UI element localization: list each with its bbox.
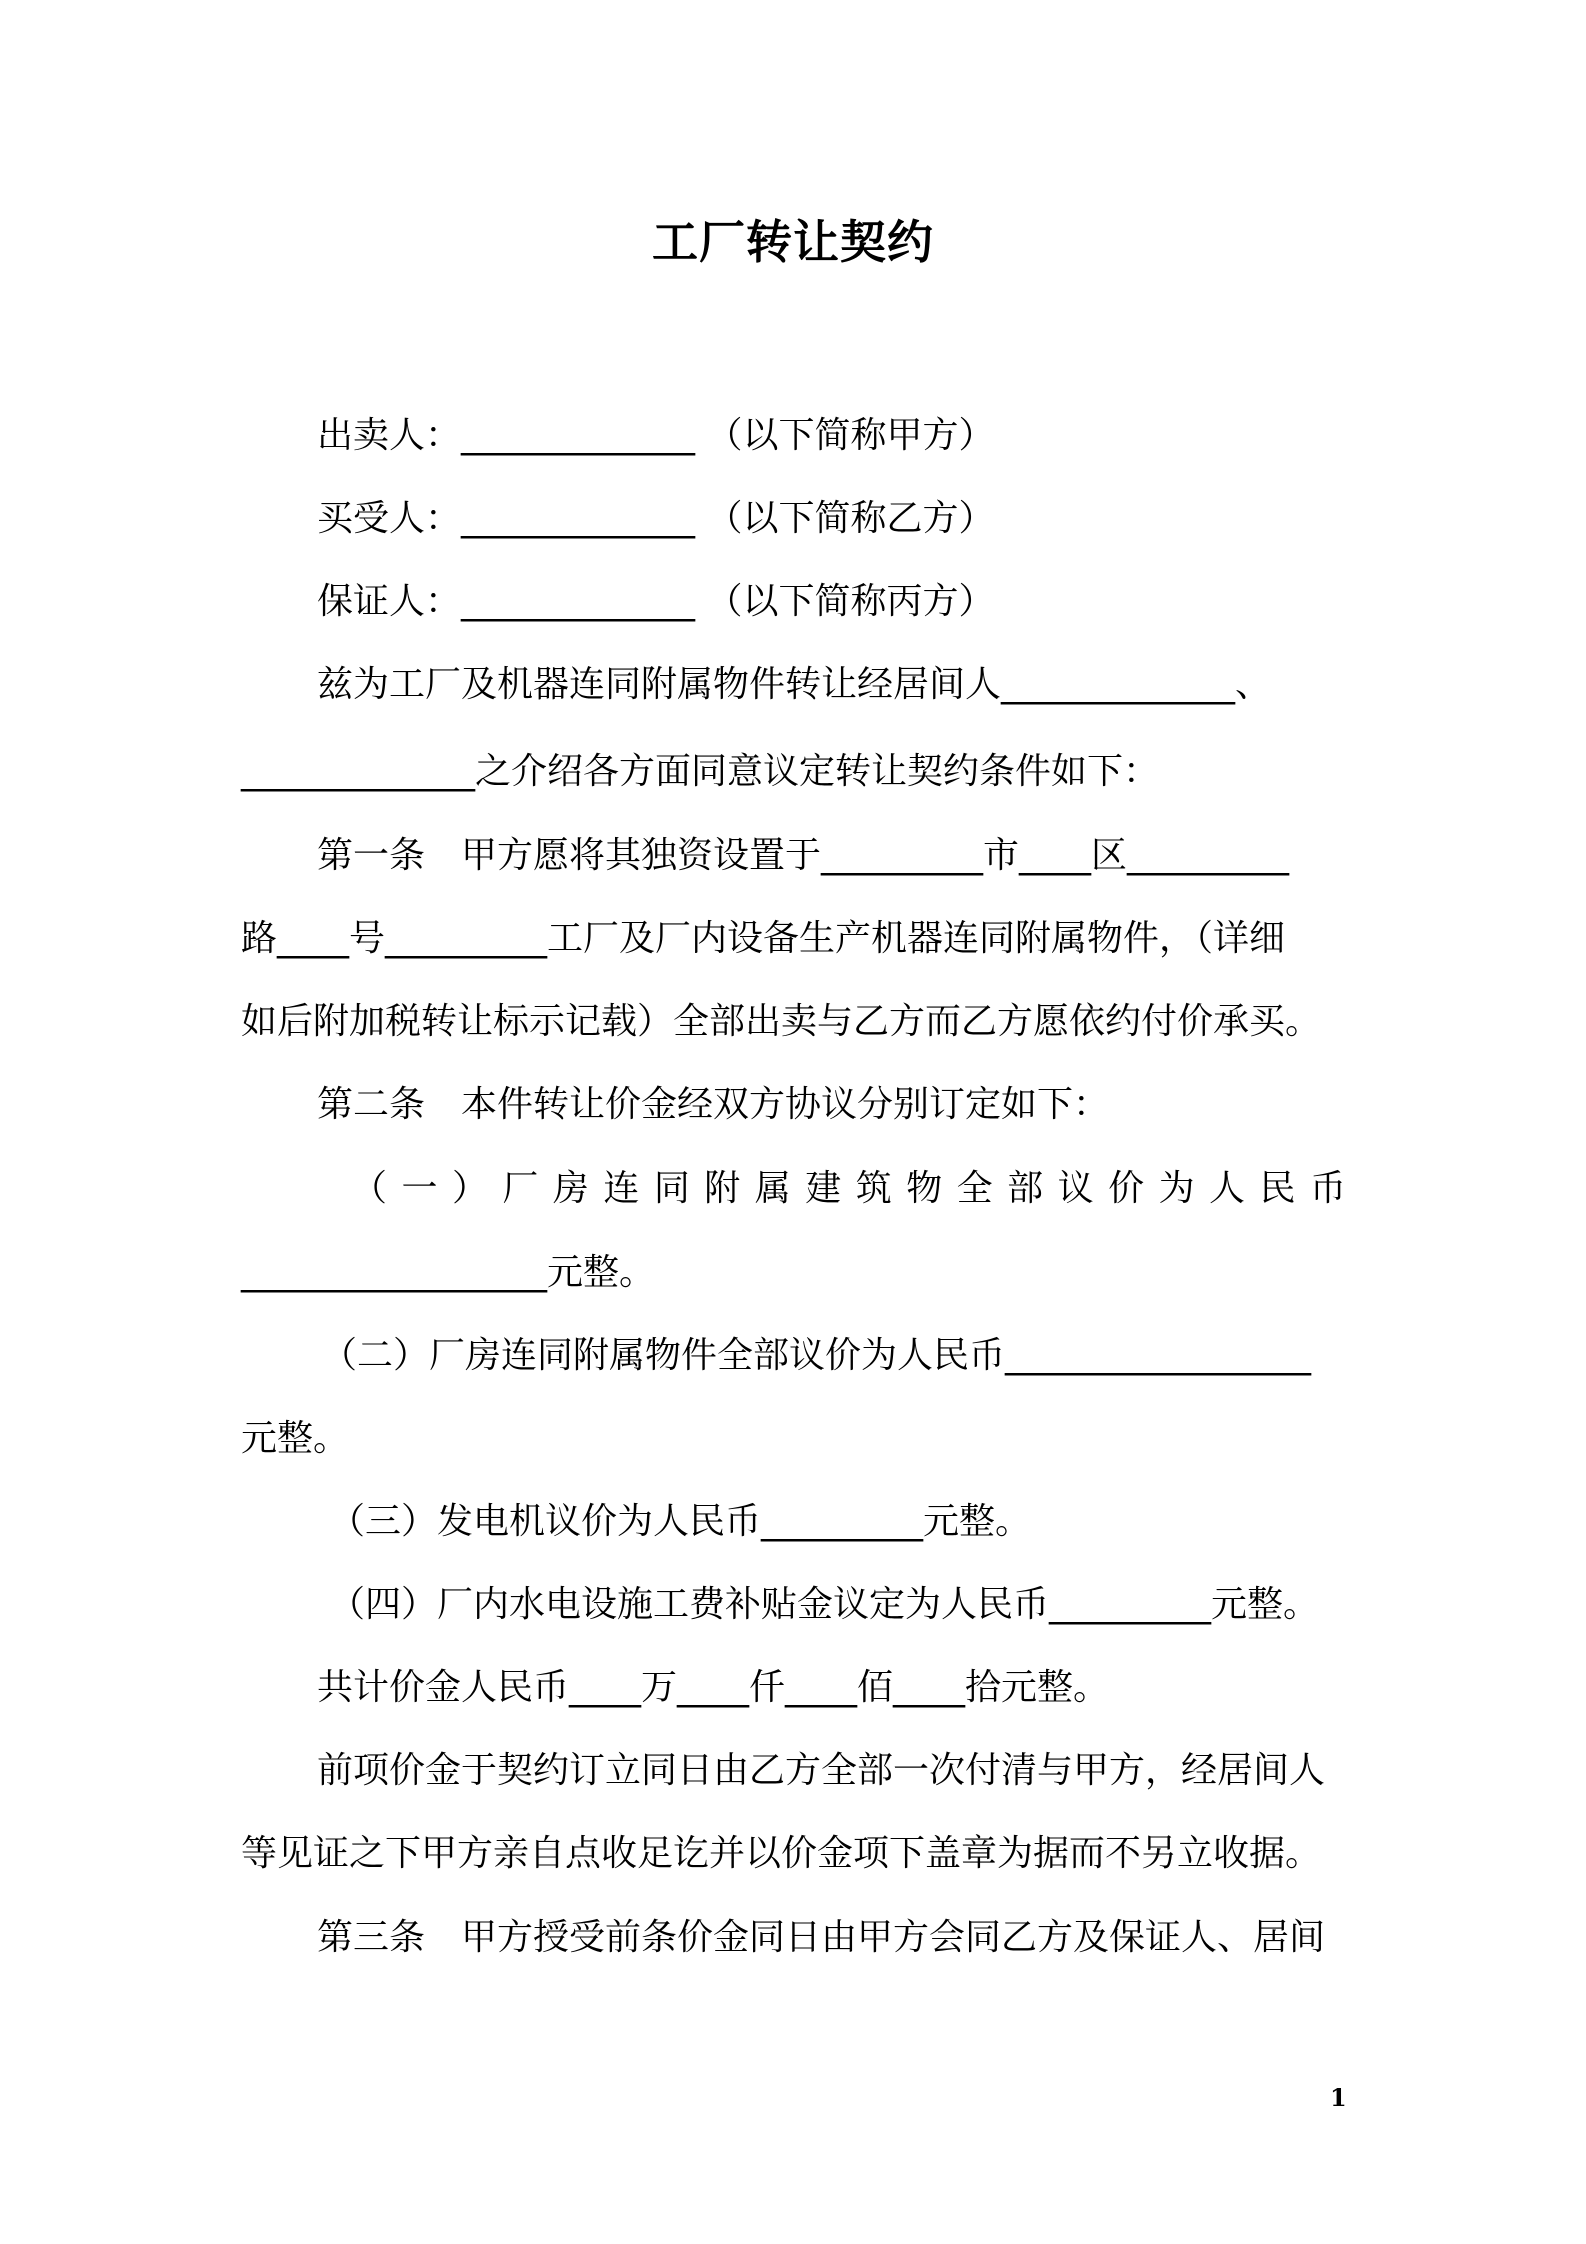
article-2-item-1-line-2: _________________元整。 (241, 1252, 656, 1293)
article-1-line-1: 第一条 甲方愿将其独资设置于_________市____区_________ (317, 835, 1290, 876)
article-2-item-2-line-1: （二）厂房连同附属物件全部议价为人民币_________________ (321, 1335, 1312, 1376)
article-2-item-1-line-1: （一）厂房连同附属建筑物全部议价为人民币 (351, 1168, 1346, 1209)
article-1-line-2: 路____号_________工厂及厂内设备生产机器连同附属物件，（详细 (241, 918, 1286, 959)
seller-line: 出卖人：_____________ （以下简称甲方） (317, 415, 995, 456)
guarantor-line: 保证人：_____________ （以下简称丙方） (317, 581, 995, 622)
document-title: 工厂转让契约 (652, 215, 934, 269)
total-price-line: 共计价金人民币____万____仟____佰____拾元整。 (317, 1667, 1110, 1708)
buyer-line: 买受人：_____________ （以下简称乙方） (317, 498, 995, 539)
article-1-line-3: 如后附加税转让标示记载）全部出卖与乙方而乙方愿依约付价承买。 (241, 1001, 1322, 1042)
payment-line-2: 等见证之下甲方亲自点收足讫并以价金项下盖章为据而不另立收据。 (241, 1833, 1322, 1874)
payment-line-1: 前项价金于契约订立同日由乙方全部一次付清与甲方，经居间人 (317, 1750, 1326, 1791)
article-2-item-2-line-2: 元整。 (241, 1418, 350, 1459)
intro-line-2: _____________之介绍各方面同意议定转让契约条件如下： (241, 751, 1160, 792)
page-number: 1 (1330, 2083, 1347, 2112)
article-2-item-4: （四）厂内水电设施工费补贴金议定为人民币_________元整。 (329, 1584, 1320, 1625)
article-2-heading: 第二条 本件转让价金经双方协议分别订定如下： (317, 1084, 1110, 1125)
article-2-item-3: （三）发电机议价为人民币_________元整。 (329, 1501, 1032, 1542)
intro-line-1: 兹为工厂及机器连同附属物件转让经居间人_____________、 (317, 664, 1272, 705)
article-3-line-1: 第三条 甲方授受前条价金同日由甲方会同乙方及保证人、居间 (317, 1917, 1326, 1958)
